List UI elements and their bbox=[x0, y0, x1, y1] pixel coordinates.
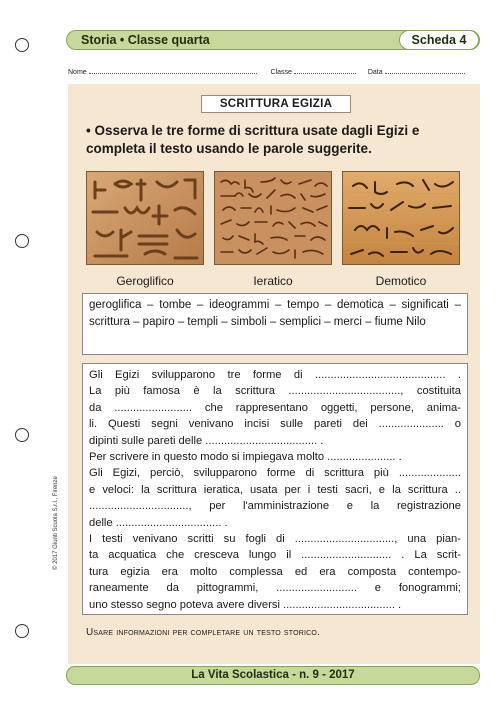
hieroglyphic-image bbox=[86, 171, 204, 265]
nome-field[interactable] bbox=[89, 68, 257, 74]
binder-hole-3 bbox=[15, 428, 29, 442]
classe-field[interactable] bbox=[294, 68, 356, 74]
text-line: ................................, per l'amministrazione e la registrazione bbox=[89, 500, 461, 513]
text-line: Gli Egizi, perciò, svilupparono forme di scrittura più .................... bbox=[89, 467, 461, 480]
instruction: • Osserva le tre forme di scrittura usate dagli Egizi e completa il testo usando le parole suggerite. bbox=[86, 123, 420, 156]
demotic-image bbox=[342, 171, 460, 265]
caption-geroglifico: Geroglifico bbox=[116, 274, 174, 288]
binder-hole-2 bbox=[15, 234, 29, 248]
text-line: dipinti sulle pareti delle .................................... . bbox=[89, 434, 324, 447]
text-line: uno stesso segno poteva avere diversi .................................... . bbox=[89, 598, 402, 611]
text-line: tura egizia era molto complessa ed era composta contempo- bbox=[89, 565, 461, 578]
binder-hole-1 bbox=[15, 38, 29, 52]
text-line: I testi venivano scritti su fogli di ................................, una pian- bbox=[89, 533, 461, 546]
text-line: La più famosa è la scrittura ...................................., costituita bbox=[89, 385, 461, 398]
text-line: Per scrivere in questo modo si impiegava molto ...................... . bbox=[89, 451, 402, 464]
header-bar bbox=[66, 30, 480, 50]
caption-ieratico: Ieratico bbox=[253, 274, 293, 288]
cloze-text-box[interactable] bbox=[82, 363, 468, 615]
data-field[interactable] bbox=[385, 68, 465, 74]
suggested-words-box: geroglifica – tombe – ideogrammi – tempo – demotica – significati – scrittura – papiro – templi – simboli – semplici – merci – fiume Nilo bbox=[82, 293, 468, 355]
name-class-date-line bbox=[68, 68, 480, 76]
caption-demotico: Demotico bbox=[375, 274, 427, 288]
text-line: raneamente da pittogrammi, .......................... e fonogrammi; bbox=[89, 582, 461, 595]
data-label: Data bbox=[367, 69, 383, 76]
footer-bar: La Vita Scolastica - n. 9 - 2017 bbox=[66, 666, 480, 685]
text-line: li. Questi segni venivano incisi sulle pareti dei ..................... o bbox=[89, 418, 461, 431]
binder-hole-4 bbox=[15, 624, 29, 638]
worksheet-panel bbox=[68, 84, 480, 664]
nome-label: Nome bbox=[68, 69, 87, 76]
header-title: Storia • Classe quarta bbox=[81, 33, 210, 47]
text-line: Gli Egizi svilupparono tre forme di .......................................... . bbox=[89, 369, 461, 381]
hieratic-image bbox=[214, 171, 332, 265]
skill-note: Usare informazioni per completare un testo storico. bbox=[86, 627, 321, 638]
text-line: e veloci: la scrittura ieratica, usata per i testi sacri, e la scrittura .. bbox=[89, 483, 461, 496]
page-title: SCRITTURA EGIZIA bbox=[201, 95, 351, 113]
scheda-label: Scheda 4 bbox=[399, 30, 479, 50]
classe-label: Classe bbox=[270, 69, 292, 76]
text-line: da ......................... che rappresentano oggetti, persone, anima- bbox=[89, 401, 461, 414]
text-line: ta acquatica che cresceva lungo il ............................. . La scrit- bbox=[89, 549, 461, 562]
copyright-notice: © 2017 Giunti Scuola S.r.l., Firenze bbox=[53, 476, 59, 570]
text-line: delle .................................. . bbox=[89, 516, 228, 529]
